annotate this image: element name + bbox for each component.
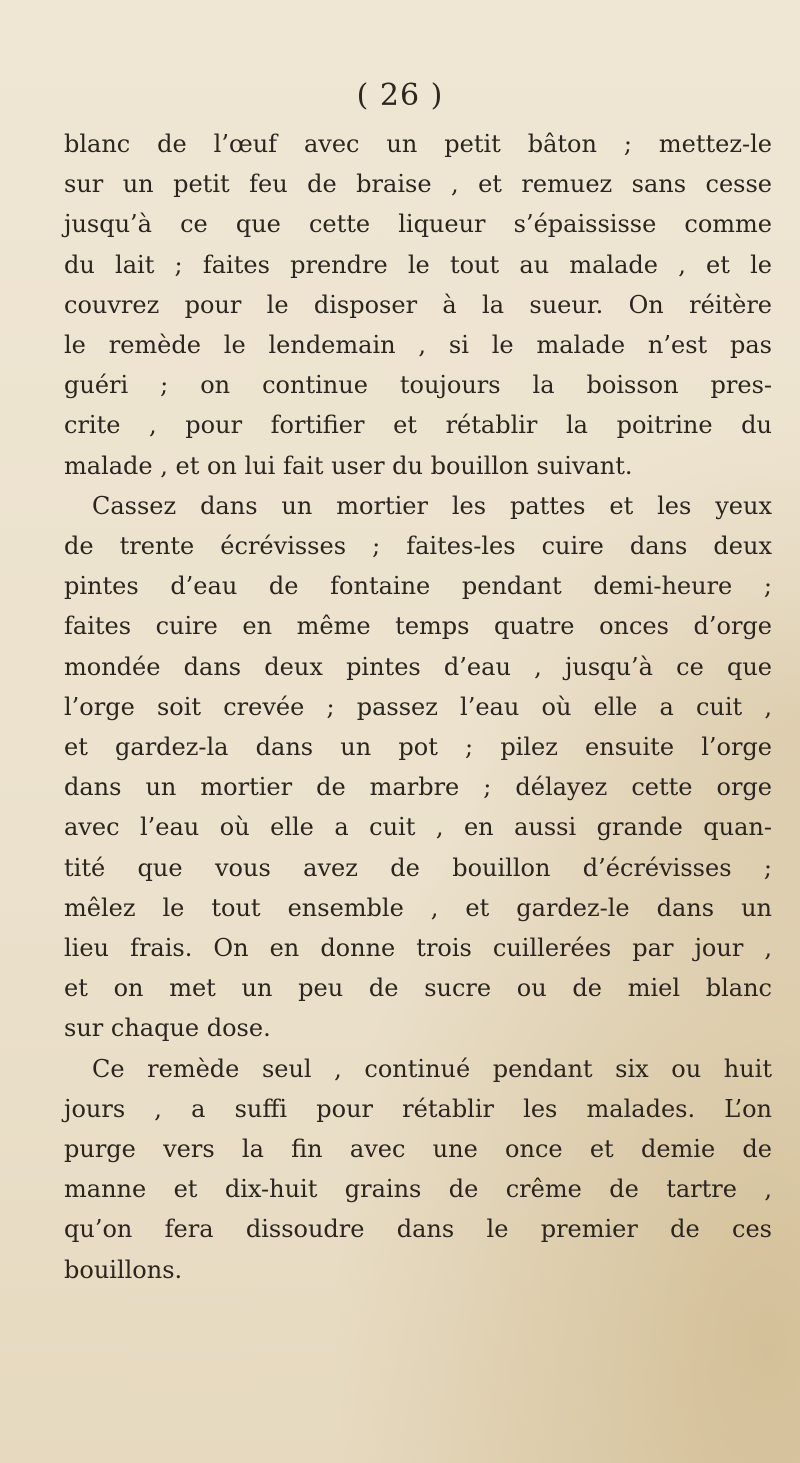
text-line: jusqu’à ce que cette liqueur s’épaississe comme [64, 210, 772, 239]
text-line: Cassez dans un mortier les pattes et les yeux [92, 491, 772, 520]
text-line: lieu frais. On en donne trois cuillerées par jour , [64, 934, 772, 963]
text-line: sur un petit feu de braise , et remuez sans cesse [64, 170, 772, 199]
text-line: mondée dans deux pintes d’eau , jusqu’à ce que [64, 652, 772, 681]
text-line: malade , et on lui fait user du bouillon suivant. [64, 451, 633, 480]
text-line: blanc de l’œuf avec un petit bâton ; mettez-le [64, 130, 772, 158]
text-line: bouillons. [64, 1255, 183, 1284]
text-line: le remède le lendemain , si le malade n’est pas [64, 331, 772, 360]
text-line: dans un mortier de marbre ; délayez cette orge [64, 773, 772, 802]
text-line: tité que vous avez de bouillon d’écrévisses ; [64, 853, 772, 882]
text-line: l’orge soit crevée ; passez l’eau où elle a cuit , [64, 692, 772, 721]
text-line: Ce remède seul , continué pendant six ou huit [92, 1054, 772, 1083]
text-line: et gardez-la dans un pot ; pilez ensuite l’orge [64, 733, 772, 762]
text-line: pintes d’eau de fontaine pendant demi-heure ; [64, 572, 772, 601]
text-line: de trente écrévisses ; faites-les cuire dans deux [64, 532, 772, 561]
text-line: purge vers la fin avec une once et demie de [64, 1135, 772, 1164]
text-line: du lait ; faites prendre le tout au malade , et le [64, 250, 772, 279]
page-number: ( 26 ) [356, 78, 444, 113]
text-line: qu’on fera dissoudre dans le premier de ces [64, 1215, 772, 1244]
text-line: faites cuire en même temps quatre onces d’orge [64, 612, 772, 641]
text-line: avec l’eau où elle a cuit , en aussi grande quan- [64, 813, 772, 842]
text-line: et on met un peu de sucre ou de miel blanc [64, 974, 772, 1003]
text-line: jours , a suffi pour rétablir les malades. L’on [64, 1094, 772, 1123]
text-line: manne et dix-huit grains de crême de tartre , [64, 1175, 772, 1204]
text-line: crite , pour fortifier et rétablir la poitrine du [64, 411, 772, 440]
text-line: sur chaque dose. [64, 1014, 271, 1043]
text-line: guéri ; on continue toujours la boisson pres- [64, 371, 772, 400]
text-line: couvrez pour le disposer à la sueur. On réitère [64, 290, 772, 319]
body-text [64, 124, 772, 1290]
text-line: mêlez le tout ensemble , et gardez-le dans un [64, 893, 772, 922]
